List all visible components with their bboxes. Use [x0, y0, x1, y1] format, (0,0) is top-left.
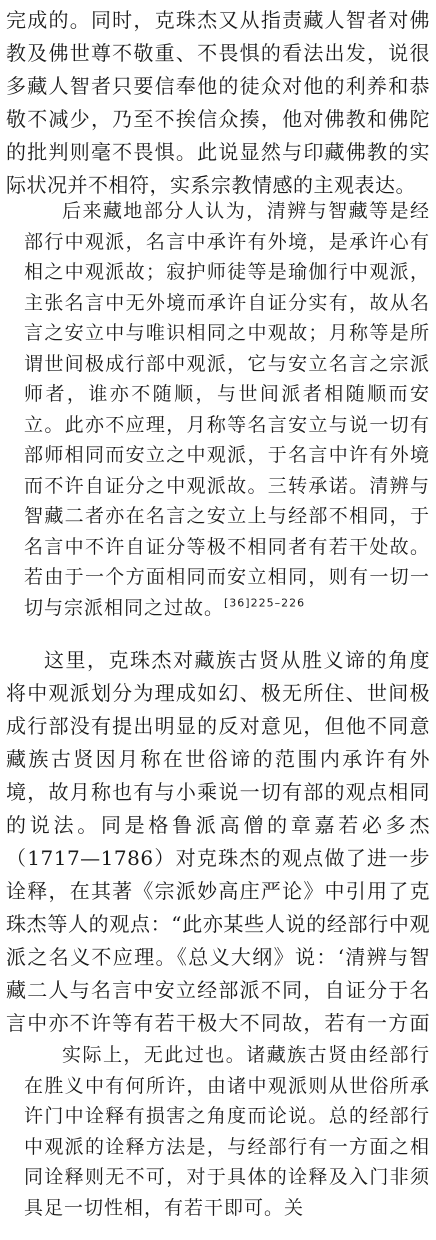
- quotation-block-1: [6, 196, 430, 644]
- quotation-block-2: 实际上，无此过也。诸藏族古贤由经部行在胜义中有何所许，由诸中观派则从世俗所承许门中诠释有损害之角度而论说。总的经部行中观派的诠释方法是，与经部行有一方面之相同诠释则无不可，对于具体的诠释及入门非须具足一切性相，有若干即可。关: [24, 1044, 430, 1219]
- body-paragraph-1: 完成的。同时，克珠杰又从指责藏人智者对佛教及佛世尊不敬重、不畏惧的看法出发，说很多藏人智者只要信奉他的徒众对他的利养和恭敬不减少，乃至不挨信众揍，他对佛教和佛陀的批判则毫不畏惧。此说显然与印藏佛教的实际状况并不相符，实系宗教情感的主观表达。: [6, 8, 430, 196]
- body-paragraph-2: [6, 644, 430, 1040]
- quotation-1-text: 后来藏地部分人认为，清辨与智藏等是经部行中观派，名言中承许有外境，是承许心有相之中观派故；寂护师徒等是瑜伽行中观派，主张名言中无外境而承许自证分实有，故从名言之安立中与唯识相同之中观故；月称等是所谓世间极成行部中观派，它与安立名言之宗派师者，谁亦不随顺，与世间派者相随顺而安立。此亦不应理，月称等名言安立与说一切有部师相同而安立之中观派，于名言中许有外境而不许自证分之中观派故。三转承诺。清辨与智藏二者亦在名言之安立上与经部不相同，于名言中不许自证分等极不相同者有若干处故。若由于一个方面相同而安立相同，则有一切一切与宗派相同之过故。: [24, 200, 430, 619]
- paragraph-2-text: 这里，克珠杰对藏族古贤从胜义谛的角度将中观派划分为理成如幻、极无所住、世间极成行部没有提出明显的反对意见，但他不同意藏族古贤因月称在世俗谛的范围内承许有外境，故月称也有与小乘说一切有部的观点相同的说法。同是格鲁派高僧的章嘉若必多杰（1717—1786）对克珠杰的观点做了进一步诠释，在其著《宗派妙高庄严论》中引用了克珠杰等人的观点：“此亦某些人说的经部行中观派之名义不应理。《总义大纲》说：‘清辨与智藏二人与名言中安立经部派不同，自证分于名言中亦不许等有若干极大不同故，若有一方面: [6, 648, 430, 1035]
- citation-36: [36]225–226: [224, 596, 306, 610]
